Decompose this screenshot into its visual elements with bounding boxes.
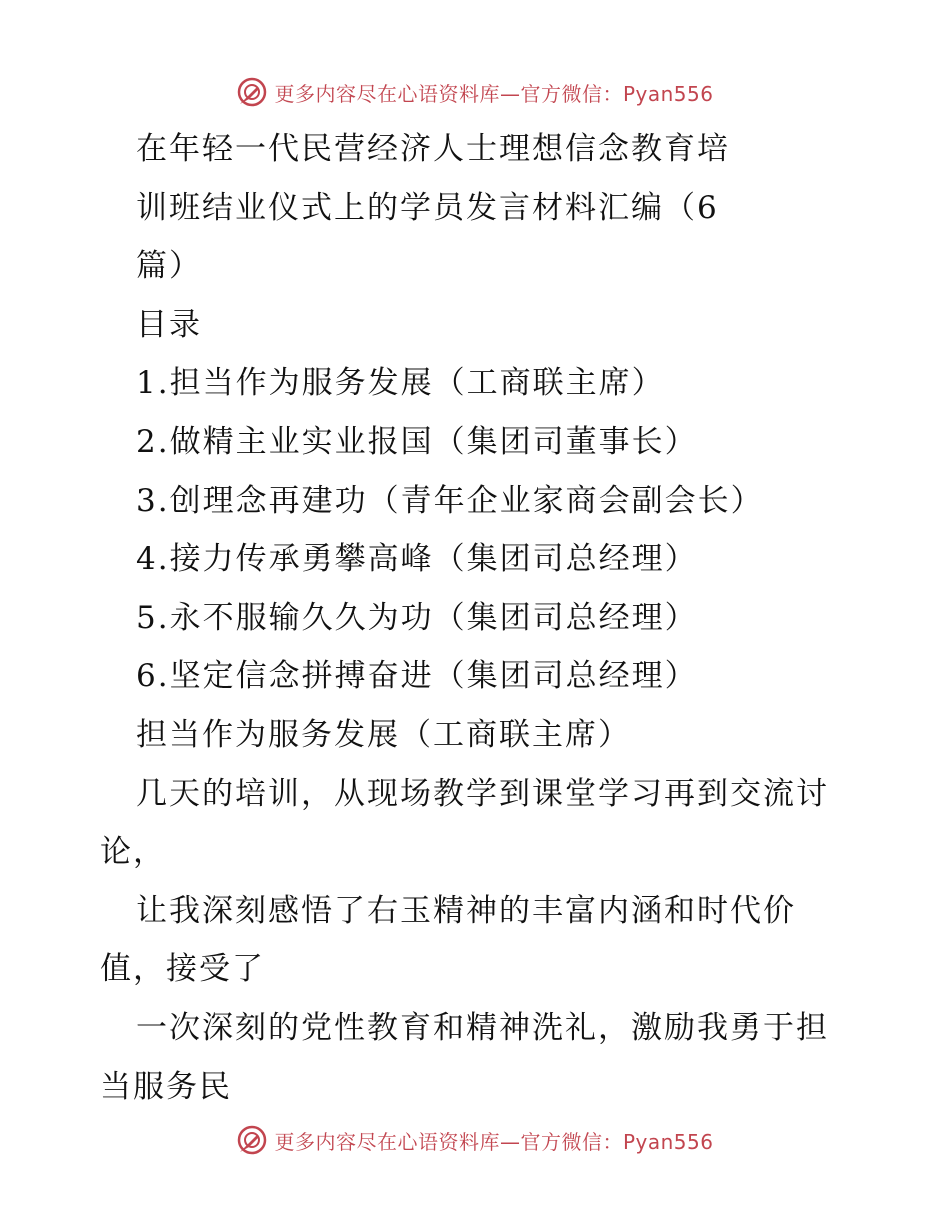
text-line: 几天的培训，从现场教学到课堂学习再到交流讨 xyxy=(136,775,829,812)
text-line: 担当作为服务发展（工商联主席） xyxy=(136,716,631,753)
text-line: 值，接受了 xyxy=(100,951,265,988)
text-line: 篇） xyxy=(136,248,202,285)
text-line: 2.做精主业实业报国（集团司董事长） xyxy=(136,423,698,460)
text-line: 6.坚定信念拼搏奋进（集团司总经理） xyxy=(136,658,698,695)
text-line: 让我深刻感悟了右玉精神的丰富内涵和时代价 xyxy=(136,892,796,929)
text-line: 1.担当作为服务发展（工商联主席） xyxy=(136,365,665,402)
watermark-text: 更多内容尽在心语资料库—官方微信：Pyan556 xyxy=(274,81,714,106)
text-line: 一次深刻的党性教育和精神洗礼，激励我勇于担 xyxy=(136,1009,829,1046)
text-line: 当服务民 xyxy=(100,1068,232,1105)
footer-watermark xyxy=(0,1120,950,1160)
text-line: 在年轻一代民营经济人士理想信念教育培 xyxy=(136,131,730,167)
text-line: 3.创理念再建功（青年企业家商会副会长） xyxy=(136,482,764,519)
header-watermark xyxy=(0,72,950,112)
document-body xyxy=(100,120,860,1116)
text-line: 训班结业仪式上的学员发言材料汇编（6 xyxy=(136,189,719,226)
text-line: 论， xyxy=(100,834,166,871)
text-line: 5.永不服输久久为功（集团司总经理） xyxy=(136,599,698,636)
pen-nib-logo-icon xyxy=(236,1124,268,1156)
pen-nib-logo-icon xyxy=(236,76,268,108)
text-line: 4.接力传承勇攀高峰（集团司总经理） xyxy=(136,541,698,578)
text-line: 目录 xyxy=(136,306,202,343)
watermark-text: 更多内容尽在心语资料库—官方微信：Pyan556 xyxy=(274,1129,714,1154)
